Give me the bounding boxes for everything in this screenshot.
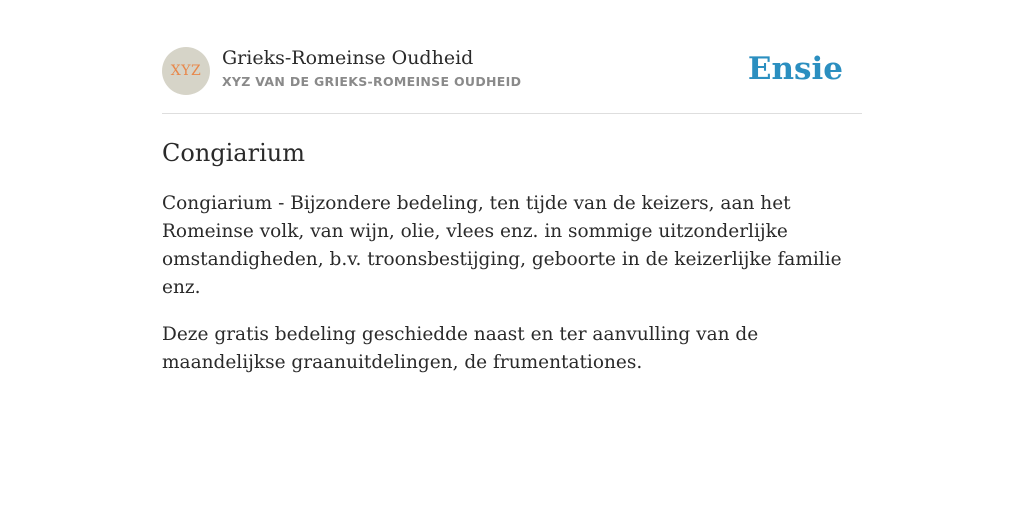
article-paragraph: Deze gratis bedeling geschiedde naast en ter aanvulling van de maandelijkse graanuitdelingen, de frumentationes. — [162, 324, 759, 373]
brand-logo-link[interactable]: Ensie — [747, 51, 843, 87]
avatar-label: XYZ — [170, 63, 202, 79]
site-title[interactable]: Grieks-Romeinse Oudheid — [222, 47, 474, 69]
page-container — [162, 0, 862, 373]
article-title: Congiarium — [162, 139, 305, 167]
site-subtitle: XYZ VAN DE GRIEKS-ROMEINSE OUDHEID — [222, 74, 522, 89]
avatar[interactable] — [162, 47, 210, 95]
header — [162, 0, 862, 114]
article-paragraph: Congiarium - Bijzondere bedeling, ten tijde van de keizers, aan het Romeinse volk, van wijn, olie, vlees enz. in sommige uitzonderlijke omstandigheden, b.v. troonsbestijging, geboorte in de keizerlijke familie enz. — [162, 193, 842, 298]
article-body — [162, 190, 862, 396]
